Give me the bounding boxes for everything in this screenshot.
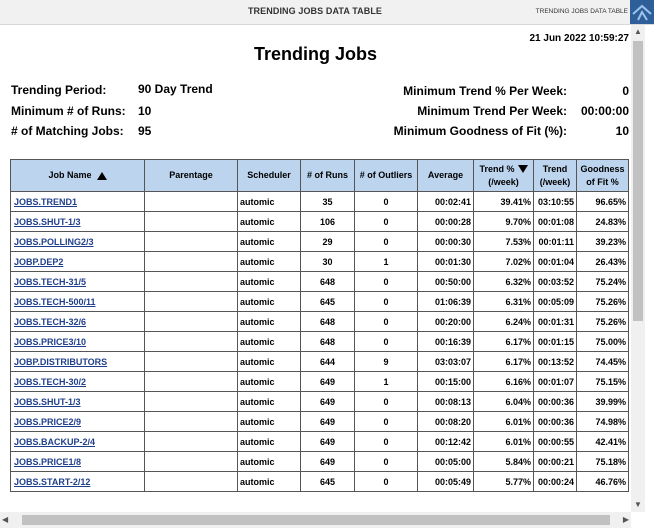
matching-jobs-value: 95 (138, 124, 152, 138)
col-header-fit[interactable]: Goodness of Fit % (577, 160, 629, 192)
horizontal-scrollbar[interactable] (0, 512, 631, 528)
table-row (11, 412, 629, 432)
cell-job-name (11, 432, 145, 452)
cell-job-name (11, 252, 145, 272)
col-header-parentage[interactable]: Parentage (145, 160, 238, 192)
cell-parentage (145, 452, 238, 472)
cell-runs: 649 (301, 452, 355, 472)
cell-average: 01:06:39 (418, 292, 474, 312)
min-trend-value: 00:00:00 (580, 104, 629, 118)
cell-job-name (11, 292, 145, 312)
cell-outliers: 0 (355, 472, 418, 492)
col-header-trend[interactable]: Trend (/week) (534, 160, 577, 192)
cell-trend-pct: 6.01% (474, 432, 534, 452)
cell-scheduler: automic (238, 372, 301, 392)
cell-parentage (145, 352, 238, 372)
cell-scheduler: automic (238, 232, 301, 252)
cell-trend-pct: 6.24% (474, 312, 534, 332)
table-row (11, 252, 629, 272)
cell-trend-pct: 5.84% (474, 452, 534, 472)
cell-fit: 75.26% (577, 312, 629, 332)
cell-average: 00:08:13 (418, 392, 474, 412)
col-header-outliers[interactable]: # of Outliers (355, 160, 418, 192)
cell-outliers: 0 (355, 192, 418, 212)
cell-average: 00:02:41 (418, 192, 474, 212)
cell-fit: 42.41% (577, 432, 629, 452)
cell-runs: 645 (301, 292, 355, 312)
cell-fit: 74.45% (577, 352, 629, 372)
horizontal-scroll-thumb[interactable] (22, 515, 610, 525)
cell-scheduler: automic (238, 312, 301, 332)
cell-trend: 00:05:09 (534, 292, 577, 312)
cell-scheduler: automic (238, 332, 301, 352)
cell-trend-pct: 6.04% (474, 392, 534, 412)
cell-average: 00:15:00 (418, 372, 474, 392)
table-row (11, 472, 629, 492)
col-header-scheduler[interactable]: Scheduler (238, 160, 301, 192)
table-row (11, 272, 629, 292)
min-trend-label: Minimum Trend Per Week: (417, 104, 567, 118)
job-link[interactable]: JOBP.DEP2 (14, 256, 64, 267)
cell-average: 00:01:30 (418, 252, 474, 272)
cell-trend: 00:00:21 (534, 452, 577, 472)
table-row (11, 232, 629, 252)
cell-parentage (145, 412, 238, 432)
cell-trend: 00:00:24 (534, 472, 577, 492)
table-row (11, 432, 629, 452)
job-link[interactable]: JOBS.POLLING2/3 (14, 236, 94, 247)
cell-job-name (11, 232, 145, 252)
cell-scheduler: automic (238, 192, 301, 212)
sort-descending-icon (518, 165, 528, 173)
cell-scheduler: automic (238, 412, 301, 432)
table-row (11, 212, 629, 232)
vertical-scrollbar[interactable] (631, 25, 645, 512)
table-row (11, 392, 629, 412)
cell-outliers: 0 (355, 212, 418, 232)
cell-runs: 648 (301, 332, 355, 352)
cell-scheduler: automic (238, 252, 301, 272)
table-header-row (11, 160, 629, 192)
cell-scheduler: automic (238, 292, 301, 312)
job-link[interactable]: JOBS.TECH-31/5 (14, 276, 87, 287)
cell-runs: 30 (301, 252, 355, 272)
cell-trend-pct: 9.70% (474, 212, 534, 232)
col-header-average[interactable]: Average (418, 160, 474, 192)
cell-trend-pct: 6.31% (474, 292, 534, 312)
cell-outliers: 9 (355, 352, 418, 372)
report-content (0, 25, 631, 512)
cell-trend: 00:01:07 (534, 372, 577, 392)
cell-fit: 74.98% (577, 412, 629, 432)
job-link[interactable]: JOBS.START-2/12 (14, 476, 91, 487)
cell-outliers: 0 (355, 312, 418, 332)
cell-runs: 649 (301, 432, 355, 452)
table-row (11, 372, 629, 392)
cell-outliers: 0 (355, 412, 418, 432)
cell-average: 00:00:28 (418, 212, 474, 232)
cell-fit: 46.76% (577, 472, 629, 492)
jobs-table (10, 159, 629, 492)
cell-trend: 00:01:11 (534, 232, 577, 252)
scroll-left-icon[interactable]: ◀ (2, 515, 9, 524)
cell-job-name (11, 372, 145, 392)
window-title: TRENDING JOBS DATA TABLE (247, 6, 383, 16)
job-link[interactable]: JOBS.PRICE1/8 (14, 456, 82, 467)
window-title-small: TRENDING JOBS DATA TABLE (535, 8, 628, 15)
cell-fit: 75.26% (577, 292, 629, 312)
cell-average: 00:08:20 (418, 412, 474, 432)
job-link[interactable]: JOBS.TECH-32/6 (14, 316, 87, 327)
cell-job-name (11, 272, 145, 292)
cell-scheduler: automic (238, 472, 301, 492)
cell-average: 00:20:00 (418, 312, 474, 332)
trending-period-label: Trending Period: (11, 83, 107, 97)
cell-parentage (145, 292, 238, 312)
scroll-up-icon[interactable]: ▲ (634, 27, 642, 36)
cell-trend: 00:01:08 (534, 212, 577, 232)
cell-job-name (11, 332, 145, 352)
cell-fit: 75.18% (577, 452, 629, 472)
cell-job-name (11, 452, 145, 472)
app-logo-icon (630, 0, 654, 24)
cell-parentage (145, 232, 238, 252)
cell-job-name (11, 412, 145, 432)
cell-scheduler: automic (238, 432, 301, 452)
cell-trend: 03:10:55 (534, 192, 577, 212)
cell-outliers: 0 (355, 292, 418, 312)
sort-ascending-icon (97, 172, 107, 180)
cell-parentage (145, 372, 238, 392)
job-link[interactable]: JOBS.PRICE2/9 (14, 416, 82, 427)
cell-trend-pct: 6.32% (474, 272, 534, 292)
cell-runs: 649 (301, 372, 355, 392)
cell-trend: 00:00:55 (534, 432, 577, 452)
min-trend-pct-label: Minimum Trend % Per Week: (403, 84, 567, 98)
cell-outliers: 0 (355, 432, 418, 452)
trending-period-value: 90 Day Trend (138, 82, 213, 96)
cell-trend-pct: 7.53% (474, 232, 534, 252)
cell-fit: 24.83% (577, 212, 629, 232)
table-row (11, 312, 629, 332)
min-fit-value: 10 (615, 124, 629, 138)
cell-trend-pct: 6.01% (474, 412, 534, 432)
cell-fit: 39.99% (577, 392, 629, 412)
cell-parentage (145, 212, 238, 232)
cell-scheduler: automic (238, 352, 301, 372)
cell-outliers: 1 (355, 372, 418, 392)
job-link[interactable]: JOBP.DISTRIBUTORS (14, 356, 108, 367)
cell-outliers: 0 (355, 272, 418, 292)
job-link[interactable]: JOBS.PRICE3/10 (14, 336, 87, 347)
cell-job-name (11, 392, 145, 412)
cell-runs: 649 (301, 412, 355, 432)
cell-fit: 39.23% (577, 232, 629, 252)
page-title: Trending Jobs (253, 44, 377, 64)
cell-outliers: 0 (355, 452, 418, 472)
cell-trend: 00:00:36 (534, 412, 577, 432)
cell-job-name (11, 212, 145, 232)
cell-runs: 106 (301, 212, 355, 232)
cell-outliers: 1 (355, 252, 418, 272)
cell-parentage (145, 332, 238, 352)
cell-parentage (145, 392, 238, 412)
col-header-runs[interactable]: # of Runs (301, 160, 355, 192)
cell-trend: 00:13:52 (534, 352, 577, 372)
cell-trend-pct: 6.17% (474, 332, 534, 352)
cell-parentage (145, 432, 238, 452)
cell-parentage (145, 312, 238, 332)
window-titlebar (0, 0, 654, 25)
cell-fit: 26.43% (577, 252, 629, 272)
cell-fit: 75.24% (577, 272, 629, 292)
cell-outliers: 0 (355, 332, 418, 352)
cell-job-name (11, 312, 145, 332)
cell-average: 03:03:07 (418, 352, 474, 372)
matching-jobs-label: # of Matching Jobs: (11, 124, 124, 138)
cell-average: 00:05:49 (418, 472, 474, 492)
job-link[interactable]: JOBS.SHUT-1/3 (14, 396, 81, 407)
col-header-trend-pct[interactable]: Trend % (/week) (474, 160, 534, 192)
job-link[interactable]: JOBS.SHUT-1/3 (14, 216, 81, 227)
cell-average: 00:50:00 (418, 272, 474, 292)
cell-trend: 00:01:04 (534, 252, 577, 272)
cell-outliers: 0 (355, 392, 418, 412)
cell-trend-pct: 7.02% (474, 252, 534, 272)
cell-runs: 35 (301, 192, 355, 212)
table-row (11, 352, 629, 372)
cell-outliers: 0 (355, 232, 418, 252)
col-header-job-name[interactable]: Job Name (11, 160, 145, 192)
cell-runs: 649 (301, 392, 355, 412)
cell-scheduler: automic (238, 212, 301, 232)
cell-trend-pct: 6.16% (474, 372, 534, 392)
cell-parentage (145, 272, 238, 292)
cell-runs: 648 (301, 312, 355, 332)
job-link[interactable]: JOBS.TREND1 (14, 196, 78, 207)
cell-scheduler: automic (238, 452, 301, 472)
cell-runs: 648 (301, 272, 355, 292)
cell-parentage (145, 192, 238, 212)
cell-runs: 644 (301, 352, 355, 372)
cell-trend: 00:03:52 (534, 272, 577, 292)
cell-average: 00:05:00 (418, 452, 474, 472)
cell-job-name (11, 192, 145, 212)
min-fit-label: Minimum Goodness of Fit (%): (393, 124, 567, 138)
min-runs-value: 10 (138, 104, 152, 118)
cell-fit: 75.00% (577, 332, 629, 352)
cell-scheduler: automic (238, 272, 301, 292)
cell-scheduler: automic (238, 392, 301, 412)
cell-trend-pct: 39.41% (474, 192, 534, 212)
window-edge (645, 25, 654, 528)
cell-job-name (11, 472, 145, 492)
cell-fit: 75.15% (577, 372, 629, 392)
cell-average: 00:00:30 (418, 232, 474, 252)
cell-average: 00:12:42 (418, 432, 474, 452)
report-timestamp: 21 Jun 2022 10:59:27 (529, 33, 629, 44)
table-row (11, 452, 629, 472)
cell-fit: 96.65% (577, 192, 629, 212)
cell-average: 00:16:39 (418, 332, 474, 352)
cell-job-name (11, 352, 145, 372)
job-link[interactable]: JOBS.TECH-30/2 (14, 376, 87, 387)
cell-parentage (145, 252, 238, 272)
cell-trend: 00:01:31 (534, 312, 577, 332)
cell-trend-pct: 5.77% (474, 472, 534, 492)
min-trend-pct-value: 0 (622, 84, 629, 98)
cell-runs: 29 (301, 232, 355, 252)
cell-trend-pct: 6.17% (474, 352, 534, 372)
cell-trend: 00:00:36 (534, 392, 577, 412)
cell-parentage (145, 472, 238, 492)
vertical-scroll-thumb[interactable] (633, 41, 643, 321)
cell-runs: 645 (301, 472, 355, 492)
job-link[interactable]: JOBS.BACKUP-2/4 (14, 436, 96, 447)
table-row (11, 192, 629, 212)
table-row (11, 292, 629, 312)
table-row (11, 332, 629, 352)
job-link[interactable]: JOBS.TECH-500/11 (14, 296, 96, 307)
scroll-down-icon[interactable]: ▼ (634, 500, 642, 509)
cell-trend: 00:01:15 (534, 332, 577, 352)
scroll-right-icon[interactable]: ▶ (622, 515, 629, 524)
min-runs-label: Minimum # of Runs: (11, 104, 126, 118)
